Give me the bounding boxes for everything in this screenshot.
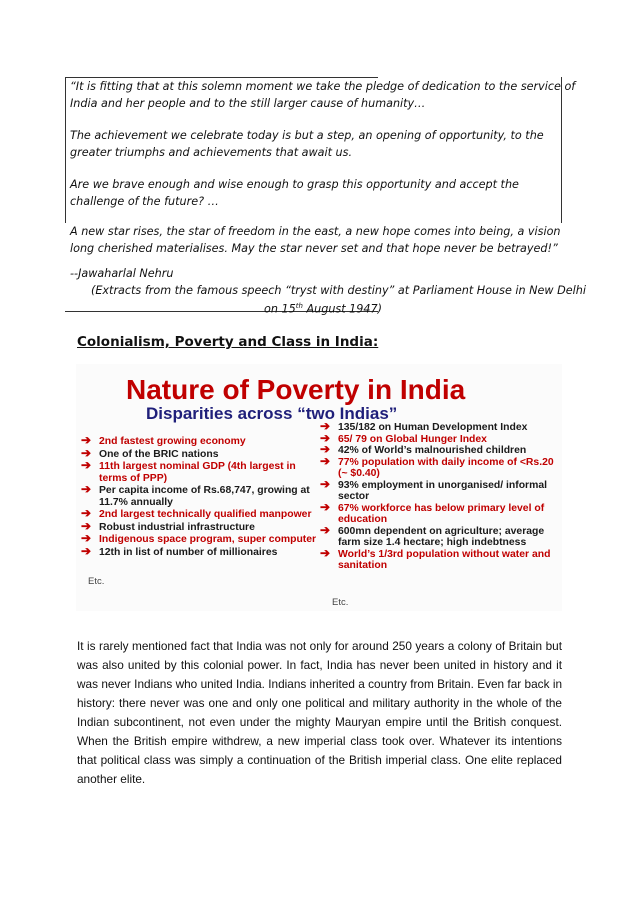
list-item: ➔ 11th largest nominal GDP (4th largest in terms of PPP) <box>81 458 296 484</box>
arrow-icon: ➔ <box>320 476 331 491</box>
list-item: ➔ One of the BRIC nations <box>81 445 219 460</box>
arrow-icon: ➔ <box>81 531 92 545</box>
left-list <box>81 433 317 559</box>
nehru-quote-box <box>65 77 586 316</box>
arrow-icon: ➔ <box>81 506 92 520</box>
arrow-icon: ➔ <box>320 419 331 433</box>
quote-source-line1: (Extracts from the famous speech “tryst with destiny” at Parliament House in New Delhi <box>91 284 586 297</box>
quote-author: --Jawaharlal Nehru <box>70 267 174 280</box>
quote-line: long cherished materialises. May the star never set and that hope never be betrayed!” <box>70 242 558 255</box>
list-item: ➔ 2nd largest technically qualified manpower <box>81 506 312 520</box>
poverty-infographic <box>76 364 562 611</box>
arrow-icon: ➔ <box>81 445 92 460</box>
arrow-icon: ➔ <box>81 543 92 558</box>
arrow-icon: ➔ <box>320 430 331 445</box>
quote-line: India and her people and to the still larger cause of humanity… <box>70 97 426 110</box>
quote-line: The achievement we celebrate today is but a step, an opening of opportunity, to the <box>70 129 544 142</box>
body-paragraph: It is rarely mentioned fact that India was not only for around 250 years a colony of Britain but was also united by this colonial power. In fact, India has never been united in history and it was never Indians who united India. Indians inherited a country from Britain. Even far back in history: there never was one and only one political and military authority in the whole of the Indian subcontinent, not even under the mighty Mauryan empire until the British conquest. When the British empire withdrew, a new imperial class took over. Whatever its intentions that political class was simply a continuation of the British imperial class. One elite replaced another elite. <box>77 639 562 786</box>
list-item: ➔ Robust industrial infrastructure <box>81 518 255 533</box>
list-item: ➔ Indigenous space program, super computer <box>81 531 317 545</box>
list-item: ➔ World’s 1/3rd population without water and sanitation <box>320 545 551 571</box>
quote-box-right-border <box>561 77 562 223</box>
list-item: ➔ 77% population with daily income of <Rs.20 (~ $0.40) <box>320 453 554 479</box>
right-list <box>320 419 560 572</box>
list-item: ➔ 2nd fastest growing economy <box>81 433 246 447</box>
list-item: ➔ 93% employment in unorganised/ informal sector <box>320 476 548 502</box>
arrow-icon: ➔ <box>81 458 92 472</box>
arrow-icon: ➔ <box>320 442 331 456</box>
arrow-icon: ➔ <box>320 545 331 560</box>
list-item: ➔ 65/ 79 on Global Hunger Index <box>320 430 487 445</box>
quote-line: greater triumphs and achievements that await us. <box>70 146 353 159</box>
list-item: ➔ 600mn dependent on agriculture; average farm size 1.4 hectare; high indebtness <box>320 522 545 548</box>
arrow-icon: ➔ <box>320 453 331 468</box>
quote-line: Are we brave enough and wise enough to grasp this opportunity and accept the <box>70 178 519 191</box>
arrow-icon: ➔ <box>81 518 92 533</box>
list-item: ➔ 67% workforce has below primary level of education <box>320 499 545 525</box>
list-item: ➔ 135/182 on Human Development Index <box>320 419 528 433</box>
quote-line: “It is fitting that at this solemn moment we take the pledge of dedication to the service of <box>70 80 576 93</box>
quote-line: A new star rises, the star of freedom in the east, a new hope comes into being, a vision <box>70 225 561 238</box>
infographic-subtitle: Disparities across “two Indias” <box>146 404 398 423</box>
arrow-icon: ➔ <box>320 522 331 537</box>
list-item: ➔ 42% of World’s malnourished children <box>320 442 527 456</box>
infographic-title: Nature of Poverty in India <box>126 374 466 405</box>
list-item: ➔ Per capita income of Rs.68,747, growing at 11.7% annually <box>81 482 310 508</box>
right-etc: Etc. <box>332 597 349 608</box>
arrow-icon: ➔ <box>81 482 92 496</box>
section-heading: Colonialism, Poverty and Class in India: <box>77 334 379 350</box>
arrow-icon: ➔ <box>81 433 92 447</box>
quote-box-left-border <box>65 77 66 223</box>
quote-line: challenge of the future? … <box>70 195 219 208</box>
quote-source-line2: on 15th August 1947) <box>264 302 383 316</box>
arrow-icon: ➔ <box>320 499 331 514</box>
left-etc: Etc. <box>88 576 105 587</box>
list-item: ➔ 12th in list of number of millionaires <box>81 543 278 558</box>
